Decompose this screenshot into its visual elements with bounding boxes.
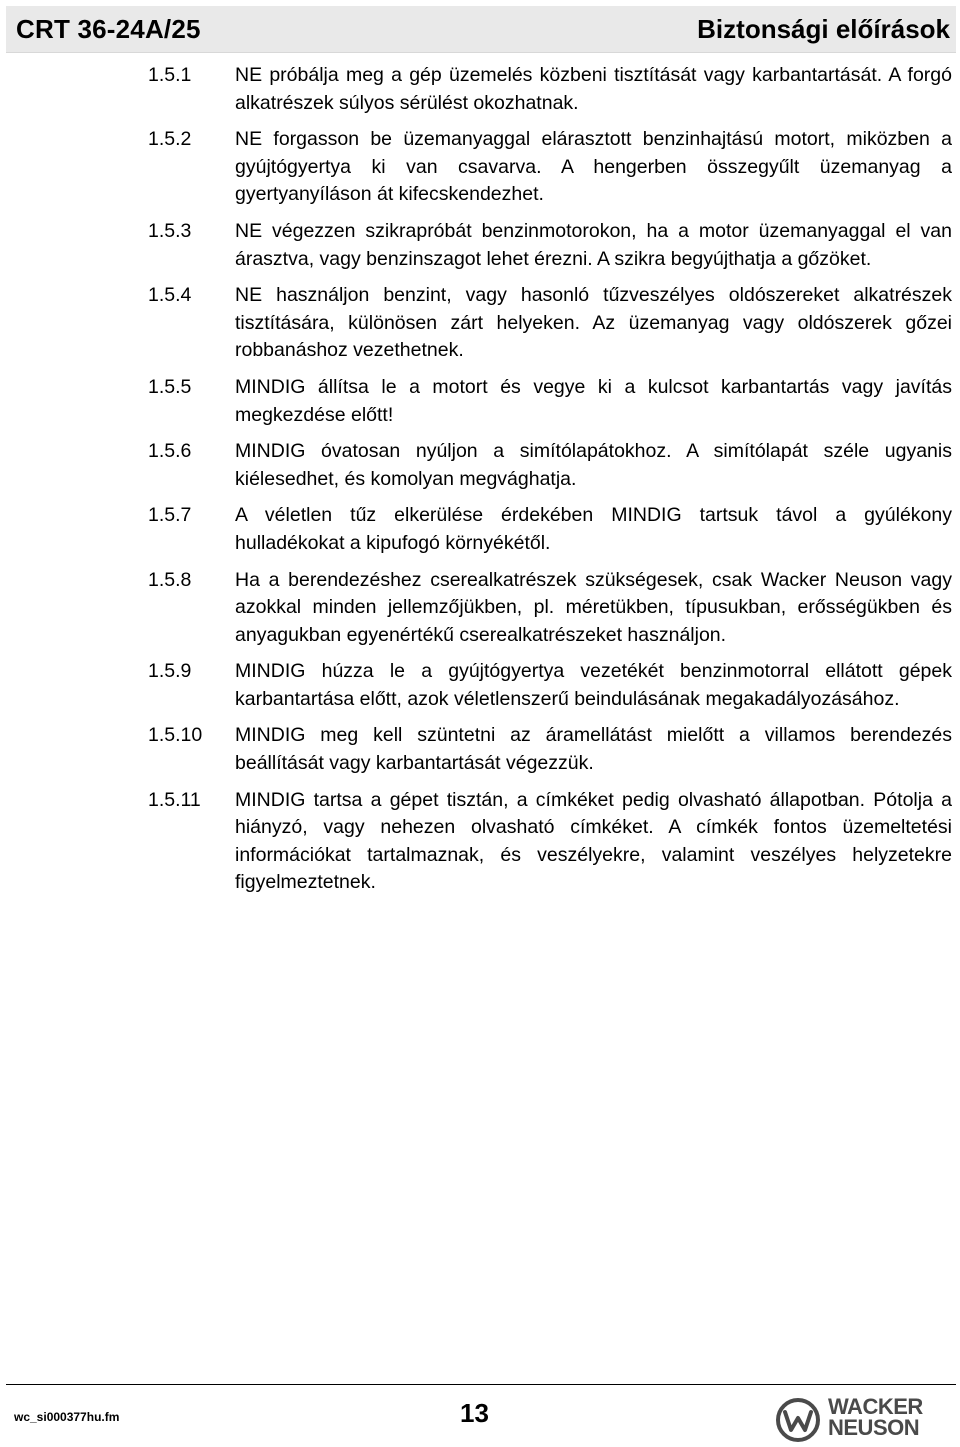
item-text: NE használjon benzint, vagy hasonló tűzveszélyes oldószereket alkatrészek tisztítására, különösen zárt helyeken. Az üzemanyag vagy oldószerek gőzei robbanáshoz vezethetnek. xyxy=(235,284,952,362)
footer-file-name: wc_si000377hu.fm xyxy=(14,1410,120,1424)
section-title: Biztonsági előírások xyxy=(697,14,950,44)
item-text: NE végezzen szikrapróbát benzinmotorokon, ha a motor üzemanyaggal el van árasztva, vagy benzinszagot lehet érezni. A szikra begyújthatja a gőzöket. xyxy=(235,219,952,270)
item-number: 1.5.1 xyxy=(148,64,192,86)
logo-wordmark-line1: WACKER xyxy=(828,1394,923,1419)
item-number: 1.5.11 xyxy=(148,788,201,811)
list-item xyxy=(148,722,952,777)
item-number: 1.5.2 xyxy=(148,128,192,151)
item-number: 1.5.9 xyxy=(148,660,192,683)
item-number: 1.5.7 xyxy=(148,504,192,527)
list-item xyxy=(148,438,952,493)
item-number: 1.5.10 xyxy=(148,724,203,747)
logo-wordmark-line2: NEUSON xyxy=(828,1415,920,1440)
item-number: 1.5.8 xyxy=(148,568,192,591)
item-number: 1.5.5 xyxy=(148,375,192,398)
item-text: MINDIG állítsa le a motort és vegye ki a kulcsot karbantartás vagy javítás megkezdése előtt! xyxy=(235,375,952,426)
item-text: Ha a berendezéshez cserealkatrészek szükségesek, csak Wacker Neuson vagy azokkal minden jellemzőjükben, pl. méretükben, típusukban, erősségükben és anyagukban egyenértékű cserealkatrészeket használjon. xyxy=(235,568,952,646)
model-title: CRT 36-24A/25 xyxy=(16,14,201,44)
list-item xyxy=(148,567,952,650)
item-text: MINDIG meg kell szüntetni az áramellátást mielőtt a villamos berendezés beállítását vagy karbantartását végezzük. xyxy=(235,724,952,775)
item-number: 1.5.3 xyxy=(148,219,192,242)
page-header xyxy=(6,6,956,53)
page-number: 13 xyxy=(460,1398,489,1428)
item-number: 1.5.4 xyxy=(148,284,192,307)
item-text: NE forgasson be üzemanyaggal elárasztott benzinhajtású motort, miközben a gyújtógyertya ki van csavarva. A hengerben összegyűlt üzemanyag a gyertyanyíláson át kifecskendezhet. xyxy=(235,128,952,206)
footer-divider xyxy=(6,1384,956,1385)
list-item xyxy=(148,126,952,209)
list-item xyxy=(148,658,952,713)
item-text: MINDIG óvatosan nyúljon a simítólapátokhoz. A simítólapát széle ugyanis kiélesedhet, és komolyan megvághatja. xyxy=(235,440,952,490)
list-item xyxy=(148,374,952,429)
item-text: A véletlen tűz elkerülése érdekében MINDIG tartsuk távol a gyúlékony hulladékokat a kipufogó környékétől. xyxy=(235,504,952,554)
list-item xyxy=(148,787,952,897)
wacker-neuson-w-icon xyxy=(776,1398,820,1442)
list-item xyxy=(148,62,952,117)
list-item xyxy=(148,282,952,365)
item-text: MINDIG húzza le a gyújtógyertya vezetékét benzinmotorral ellátott gépek karbantartása előtt, azok véletlenszerű beindulásának megakadályozásához. xyxy=(235,660,952,710)
wacker-neuson-logo xyxy=(828,1396,954,1442)
item-text: NE próbálja meg a gép üzemelés közbeni tisztítását vagy karbantartását. A forgó alkatrészek súlyos sérülést okozhatnak. xyxy=(235,64,952,114)
safety-rules-list xyxy=(148,62,952,906)
item-text: MINDIG tartsa a gépet tisztán, a címkéket pedig olvasható állapotban. Pótolja a hiányzó, vagy nehezen olvasható címkéket. A címkék fontos üzemeltetési információkat tartalmaznak, és veszélyekre, valamint veszélyes helyzetekre figyelmeztetnek. xyxy=(235,788,952,894)
list-item xyxy=(148,218,952,273)
item-number: 1.5.6 xyxy=(148,440,192,463)
list-item xyxy=(148,502,952,557)
